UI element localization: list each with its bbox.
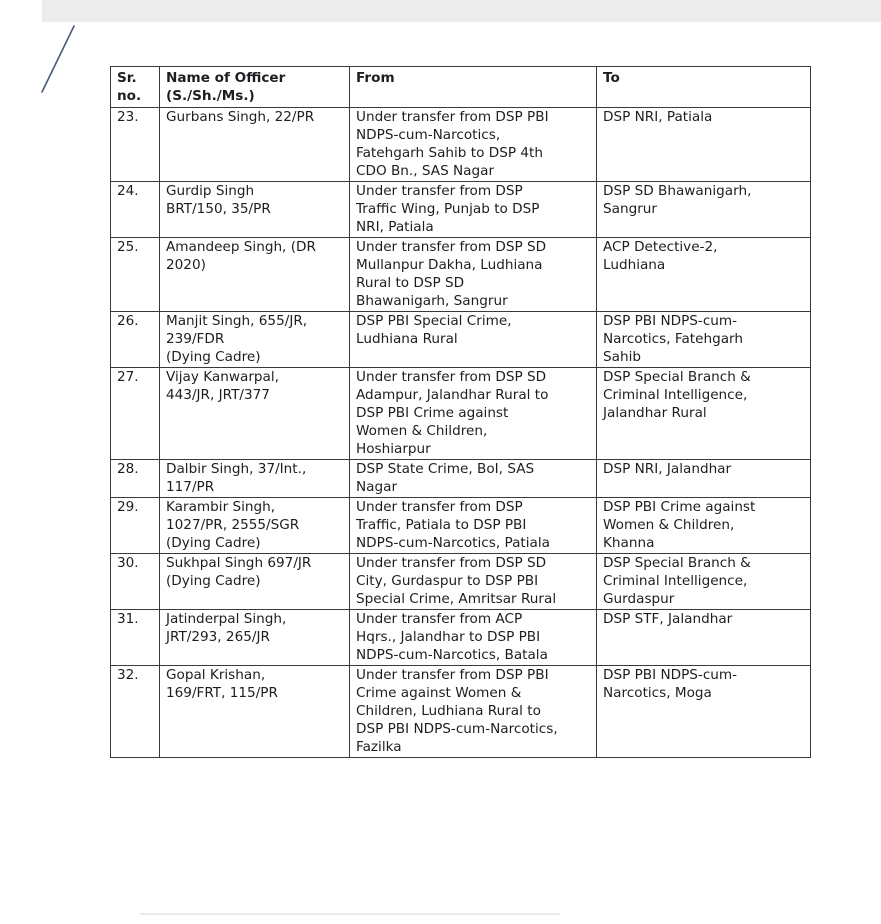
name-cell-line: Gurbans Singh, 22/PR — [166, 109, 315, 125]
to-cell — [597, 460, 811, 498]
from-cell-line: NRI, Patiala — [356, 219, 434, 235]
name-cell — [160, 554, 350, 610]
name-cell — [160, 182, 350, 238]
page-bottom-mark — [140, 906, 560, 920]
sr-no-cell: 24. — [111, 182, 160, 238]
from-cell-line: Bhawanigarh, Sangrur — [356, 293, 508, 309]
from-cell — [350, 666, 597, 758]
from-cell-line: City, Gurdaspur to DSP PBI — [356, 573, 539, 589]
from-cell-line: Fatehgarh Sahib to DSP 4th — [356, 145, 543, 161]
name-cell-line: Gopal Krishan, — [166, 667, 266, 683]
to-cell-line: Sangrur — [603, 201, 657, 217]
from-cell-line: Traffic Wing, Punjab to DSP — [356, 201, 540, 217]
from-cell-line: Children, Ludhiana Rural to — [356, 703, 541, 719]
sr-no-cell: 27. — [111, 368, 160, 460]
to-cell-line: Criminal Intelligence, — [603, 573, 748, 589]
table-row — [111, 554, 811, 610]
from-cell-line: Nagar — [356, 479, 398, 495]
from-cell-line: Special Crime, Amritsar Rural — [356, 591, 557, 607]
from-cell-line: Women & Children, — [356, 423, 488, 439]
name-cell-line: 2020) — [166, 257, 206, 273]
from-cell-line: Mullanpur Dakha, Ludhiana — [356, 257, 543, 273]
name-cell-line: Vijay Kanwarpal, — [166, 369, 279, 385]
sr-no-cell: 30. — [111, 554, 160, 610]
header-sr-line: no. — [117, 88, 142, 104]
header-sr-no — [111, 67, 160, 108]
to-cell — [597, 108, 811, 182]
to-cell-line: Jalandhar Rural — [603, 405, 707, 421]
to-cell-line: DSP Special Branch & — [603, 369, 751, 385]
name-cell — [160, 108, 350, 182]
from-cell — [350, 460, 597, 498]
header-name-line: (S./Sh./Ms.) — [166, 88, 255, 104]
from-cell-line: NDPS-cum-Narcotics, Batala — [356, 647, 548, 663]
sr-no-cell: 29. — [111, 498, 160, 554]
header-from-line: From — [356, 70, 395, 86]
from-cell-line: Hqrs., Jalandhar to DSP PBI — [356, 629, 541, 645]
name-cell-line: Gurdip Singh — [166, 183, 255, 199]
to-cell-line: DSP PBI Crime against — [603, 499, 756, 515]
table-row — [111, 368, 811, 460]
to-cell — [597, 498, 811, 554]
from-cell-line: Fazilka — [356, 739, 402, 755]
from-cell — [350, 610, 597, 666]
to-cell — [597, 238, 811, 312]
name-cell-line: 443/JR, JRT/377 — [166, 387, 270, 403]
from-cell-line: Under transfer from DSP — [356, 499, 523, 515]
to-cell-line: DSP SD Bhawanigarh, — [603, 183, 752, 199]
from-cell — [350, 554, 597, 610]
from-cell — [350, 238, 597, 312]
from-cell-line: Under transfer from DSP PBI — [356, 667, 549, 683]
name-cell — [160, 368, 350, 460]
table-row — [111, 610, 811, 666]
to-cell — [597, 554, 811, 610]
table-header-row — [111, 67, 811, 108]
from-cell-line: Adampur, Jalandhar Rural to — [356, 387, 549, 403]
document-page — [110, 66, 810, 758]
name-cell-line: BRT/150, 35/PR — [166, 201, 271, 217]
table-row — [111, 460, 811, 498]
sr-no-cell: 23. — [111, 108, 160, 182]
name-cell-line: Sukhpal Singh 697/JR — [166, 555, 312, 571]
from-cell-line: NDPS-cum-Narcotics, Patiala — [356, 535, 550, 551]
from-cell — [350, 108, 597, 182]
name-cell-line: (Dying Cadre) — [166, 535, 261, 551]
from-cell-line: DSP PBI NDPS-cum-Narcotics, — [356, 721, 558, 737]
from-cell — [350, 182, 597, 238]
to-cell-line: ACP Detective-2, — [603, 239, 718, 255]
name-cell-line: Manjit Singh, 655/JR, — [166, 313, 308, 329]
name-cell-line: JRT/293, 265/JR — [166, 629, 270, 645]
from-cell-line: NDPS-cum-Narcotics, — [356, 127, 501, 143]
sr-no-cell: 28. — [111, 460, 160, 498]
sr-no-cell: 31. — [111, 610, 160, 666]
to-cell-line: Sahib — [603, 349, 641, 365]
header-from — [350, 67, 597, 108]
header-to — [597, 67, 811, 108]
table-row — [111, 238, 811, 312]
name-cell-line: Jatinderpal Singh, — [166, 611, 287, 627]
table-body — [111, 108, 811, 758]
to-cell-line: DSP NRI, Jalandhar — [603, 461, 732, 477]
name-cell — [160, 498, 350, 554]
from-cell-line: Under transfer from DSP SD — [356, 555, 547, 571]
sr-no-cell: 26. — [111, 312, 160, 368]
from-cell-line: Hoshiarpur — [356, 441, 431, 457]
to-cell-line: Narcotics, Moga — [603, 685, 712, 701]
pen-mark — [38, 22, 88, 102]
from-cell-line: Rural to DSP SD — [356, 275, 465, 291]
to-cell-line: Gurdaspur — [603, 591, 675, 607]
name-cell-line: (Dying Cadre) — [166, 349, 261, 365]
to-cell — [597, 610, 811, 666]
to-cell-line: DSP Special Branch & — [603, 555, 751, 571]
name-cell-line: Karambir Singh, — [166, 499, 276, 515]
name-cell — [160, 460, 350, 498]
from-cell-line: Under transfer from DSP — [356, 183, 523, 199]
from-cell-line: DSP PBI Crime against — [356, 405, 509, 421]
name-cell-line: 117/PR — [166, 479, 215, 495]
to-cell — [597, 312, 811, 368]
from-cell-line: Under transfer from ACP — [356, 611, 523, 627]
from-cell-line: Under transfer from DSP SD — [356, 239, 547, 255]
to-cell-line: DSP NRI, Patiala — [603, 109, 713, 125]
table-row — [111, 666, 811, 758]
to-cell-line: Narcotics, Fatehgarh — [603, 331, 744, 347]
sr-no-cell: 25. — [111, 238, 160, 312]
from-cell — [350, 312, 597, 368]
header-to-line: To — [603, 70, 620, 86]
name-cell — [160, 238, 350, 312]
to-cell — [597, 368, 811, 460]
from-cell-line: Traffic, Patiala to DSP PBI — [356, 517, 527, 533]
from-cell-line: Crime against Women & — [356, 685, 522, 701]
table-row — [111, 108, 811, 182]
to-cell-line: Khanna — [603, 535, 655, 551]
from-cell — [350, 498, 597, 554]
name-cell-line: 239/FDR — [166, 331, 225, 347]
name-cell-line: Amandeep Singh, (DR — [166, 239, 316, 255]
from-cell-line: Under transfer from DSP SD — [356, 369, 547, 385]
name-cell — [160, 666, 350, 758]
sr-no-cell: 32. — [111, 666, 160, 758]
to-cell-line: DSP PBI NDPS-cum- — [603, 667, 738, 683]
name-cell-line: 1027/PR, 2555/SGR — [166, 517, 300, 533]
name-cell-line: (Dying Cadre) — [166, 573, 261, 589]
to-cell-line: Women & Children, — [603, 517, 735, 533]
name-cell-line: Dalbir Singh, 37/Int., — [166, 461, 307, 477]
header-sr-line: Sr. — [117, 70, 137, 86]
to-cell-line: DSP PBI NDPS-cum- — [603, 313, 738, 329]
transfer-table — [110, 66, 811, 758]
header-name-line: Name of Officer — [166, 70, 286, 86]
from-cell-line: DSP PBI Special Crime, — [356, 313, 512, 329]
from-cell-line: CDO Bn., SAS Nagar — [356, 163, 495, 179]
viewer-top-bar — [42, 0, 881, 22]
table-row — [111, 498, 811, 554]
to-cell — [597, 182, 811, 238]
table-row — [111, 312, 811, 368]
from-cell-line: Under transfer from DSP PBI — [356, 109, 549, 125]
header-name-of-officer — [160, 67, 350, 108]
name-cell — [160, 312, 350, 368]
from-cell — [350, 368, 597, 460]
name-cell — [160, 610, 350, 666]
to-cell-line: Criminal Intelligence, — [603, 387, 748, 403]
from-cell-line: DSP State Crime, BoI, SAS — [356, 461, 535, 477]
to-cell-line: DSP STF, Jalandhar — [603, 611, 733, 627]
to-cell — [597, 666, 811, 758]
from-cell-line: Ludhiana Rural — [356, 331, 458, 347]
table-row — [111, 182, 811, 238]
name-cell-line: 169/FRT, 115/PR — [166, 685, 278, 701]
to-cell-line: Ludhiana — [603, 257, 666, 273]
